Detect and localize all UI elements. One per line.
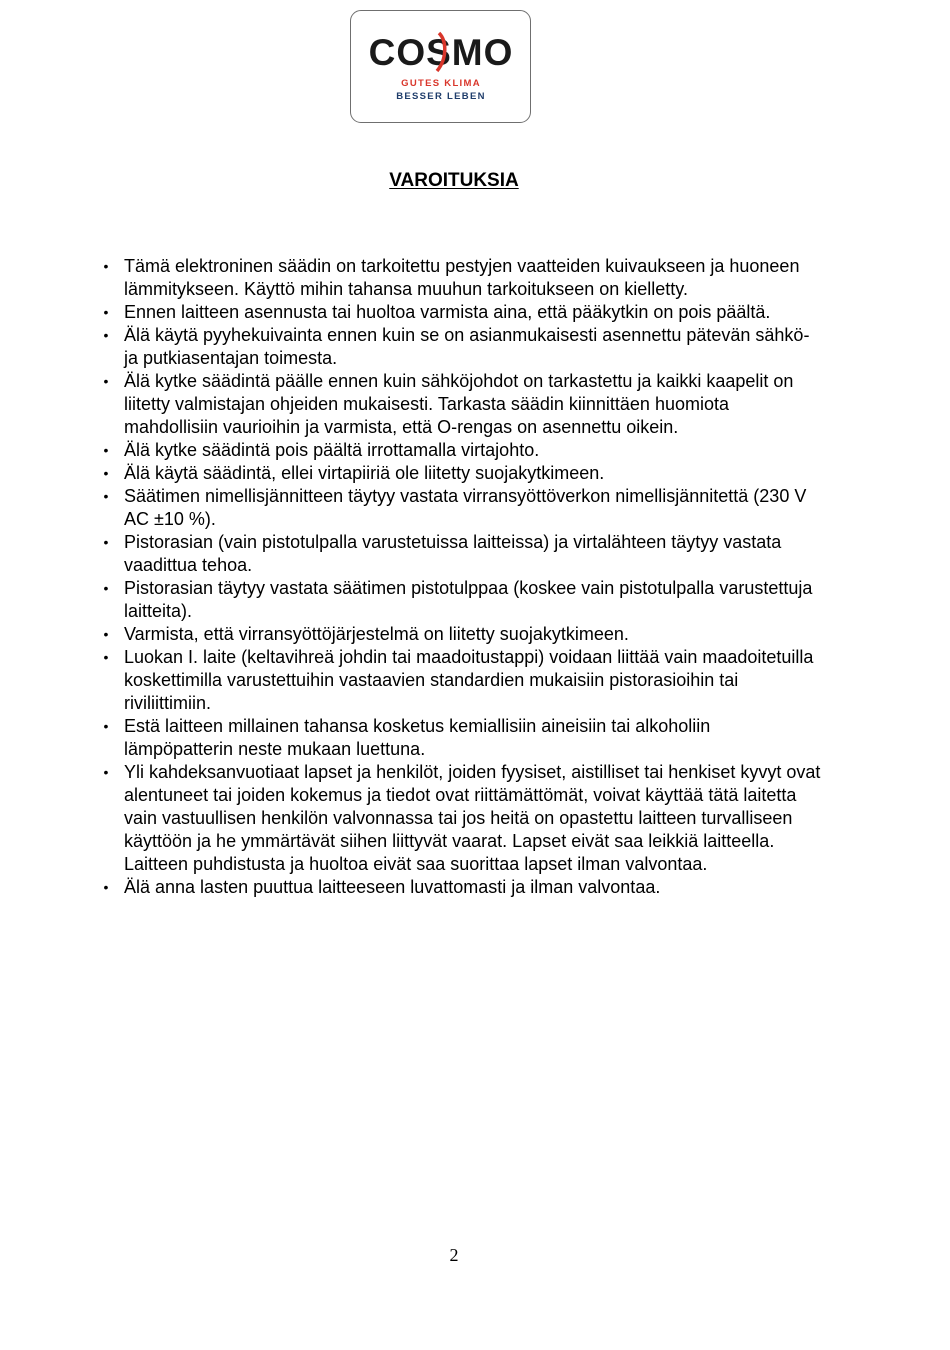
bullet-icon: • (103, 879, 109, 895)
warning-item (103, 324, 824, 370)
warning-text: Varmista, että virransyöttöjärjestelmä on liitetty suojakytkimeen. (124, 624, 629, 644)
warning-text: Yli kahdeksanvuotiaat lapset ja henkilöt, joiden fyysiset, aistilliset tai henkiset kyvyt ovat alentuneet tai joiden kokemus ja tiedot ovat riittämättömät, voivat käyttää tätä laitetta vain vastuullisen henkilön valvonnassa tai jos heitä on opastettu laitteen turvalliseen käyttöön ja he ymmärtävät siihen liittyvät vaarat. Lapset eivät saa leikkiä laitteella. Laitteen puhdistusta ja huoltoa eivät saa suorittaa lapset ilman valvontaa. (124, 762, 821, 874)
warning-item (103, 439, 824, 462)
warning-text: Tämä elektroninen säädin on tarkoitettu pestyjen vaatteiden kuivaukseen ja huoneen lämmitykseen. Käyttö mihin tahansa muuhun tarkoitukseen on kielletty. (124, 256, 800, 299)
brand-logo (350, 10, 531, 123)
warning-item (103, 370, 824, 439)
warning-text: Älä kytke säädintä pois päältä irrottamalla virtajohto. (124, 440, 540, 460)
warnings-list (103, 255, 824, 899)
warning-text: Älä kytke säädintä päälle ennen kuin sähköjohdot on tarkastettu ja kaikki kaapelit on liitetty valmistajan ohjeiden mukaisesti. Tarkasta säädin kiinnittäen huomiota mahdollisiin vaurioihin ja varmista, että O-rengas on asennettu oikein. (124, 371, 794, 437)
warning-item (103, 485, 824, 531)
warning-text: Älä käytä säädintä, ellei virtapiiriä ole liitetty suojakytkimeen. (124, 463, 605, 483)
warning-item (103, 623, 824, 646)
warning-item (103, 646, 824, 715)
logo-tagline-line1: GUTES KLIMA (401, 78, 481, 89)
bullet-icon: • (103, 488, 109, 504)
warning-item (103, 301, 824, 324)
warning-text: Älä käytä pyyhekuivainta ennen kuin se on asianmukaisesti asennettu pätevän sähkö- ja putkiasentajan toimesta. (124, 325, 810, 368)
warning-text: Luokan I. laite (keltavihreä johdin tai maadoitustappi) voidaan liittää vain maadoitetuilla koskettimilla varustettuihin vastaavien standardien mukaisiin pistorasioihin tai riviliittimiin. (124, 647, 814, 713)
warning-item (103, 761, 824, 876)
bullet-icon: • (103, 649, 109, 665)
bullet-icon: • (103, 442, 109, 458)
cosmo-logo-graphic (351, 11, 532, 124)
bullet-icon: • (103, 764, 109, 780)
bullet-icon: • (103, 258, 109, 274)
page-number: 2 (449, 1245, 459, 1265)
bullet-icon: • (103, 534, 109, 550)
warning-text: Älä anna lasten puuttua laitteeseen luvattomasti ja ilman valvontaa. (124, 877, 661, 897)
bullet-icon: • (103, 718, 109, 734)
warning-item (103, 255, 824, 301)
bullet-icon: • (103, 327, 109, 343)
bullet-icon: • (103, 373, 109, 389)
warning-text: Ennen laitteen asennusta tai huoltoa varmista aina, että pääkytkin on pois päältä. (124, 302, 771, 322)
warning-text: Estä laitteen millainen tahansa kosketus kemiallisiin aineisiin tai alkoholiin lämpöpatterin neste mukaan luettuna. (124, 716, 711, 759)
warning-item (103, 531, 824, 577)
bullet-icon: • (103, 580, 109, 596)
warning-item (103, 577, 824, 623)
warning-item (103, 462, 824, 485)
bullet-icon: • (103, 626, 109, 642)
page-title: VAROITUKSIA (389, 170, 519, 191)
logo-wordmark: COSMO (368, 32, 514, 73)
warning-text: Pistorasian (vain pistotulpalla varustetuissa laitteissa) ja virtalähteen täytyy vastata vaadittua tehoa. (124, 532, 782, 575)
warning-text: Pistorasian täytyy vastata säätimen pistotulppaa (koskee vain pistotulpalla varustettuja laitteita). (124, 578, 813, 621)
bullet-icon: • (103, 304, 109, 320)
bullet-icon: • (103, 465, 109, 481)
warning-item (103, 715, 824, 761)
logo-tagline-line2: BESSER LEBEN (396, 91, 486, 102)
warning-item (103, 876, 824, 899)
warning-text: Säätimen nimellisjännitteen täytyy vastata virransyöttöverkon nimellisjännitettä (230 V AC ±10 %). (124, 486, 807, 529)
